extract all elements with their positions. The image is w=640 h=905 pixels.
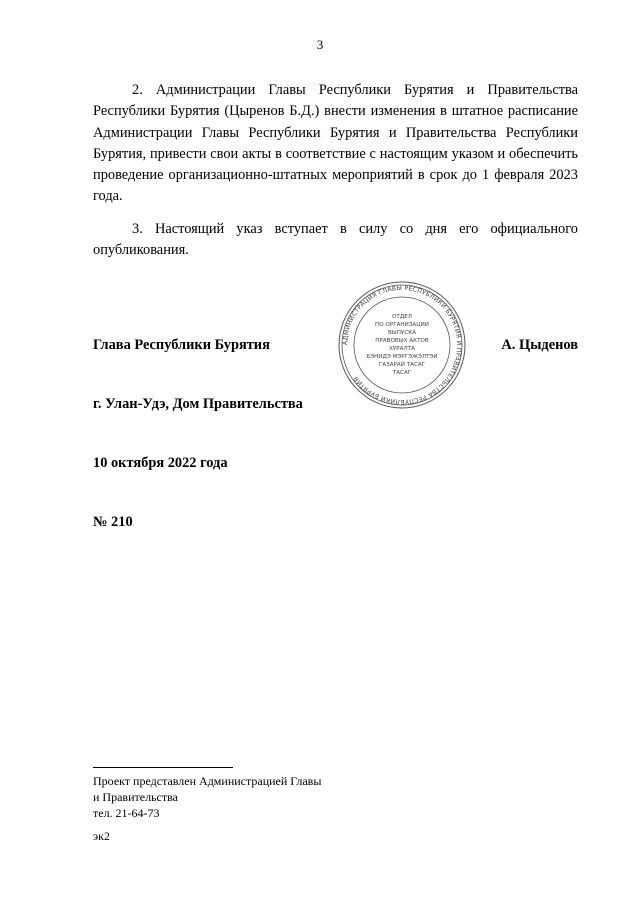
footnote [93,773,321,821]
page-number: 3 [316,37,324,52]
issue-place: г. Улан-Удэ, Дом Правительства [93,396,303,412]
stamp-line: ОТДЕЛ [392,314,412,320]
svg-text:АДМИНИСТРАЦИЯ ГЛАВЫ РЕСПУБЛИКИ [342,285,462,405]
footnote-line-1: Проект представлен Администрацией Главы [93,774,322,788]
official-seal-stamp [337,280,467,410]
stamp-line: БЭНИДЭ МЭРГЭЖЭЛТЭЙ [366,354,438,360]
stamp-ring-text: АДМИНИСТРАЦИЯ ГЛАВЫ РЕСПУБЛИКИ БУРЯТИЯ И ПРАВИТЕЛЬСТВА РЕСПУБЛИКИ БУРЯТИЯ [341,284,463,406]
stamp-line: ПРАВОВЫХ АКТОВ [375,338,429,344]
paragraph-2: 2. Администрации Главы Республики Бурятия и Правительства Республики Бурятия (Цыренов Б.Д.) внести изменения в штатное расписание Администрации Главы Республики Бурятия и Правительства Республики Бурятия, привести свои акты в соответствие с настоящим указом и обеспечить проведение организационно-штатных мероприятий в срок до 1 февраля 2023 года. [93,82,578,205]
stamp-line: ВЫПУСКА [387,330,417,336]
issue-date: 10 октября 2022 года [93,455,228,471]
footnote-line-2: и Правительства [93,790,178,804]
stamp-line: ХУРАЛТА [389,346,415,352]
paragraph-3: 3. Настоящий указ вступает в силу со дня его официального опубликования. [93,221,578,259]
document-number: № 210 [93,514,133,530]
copy-mark: эк2 [93,829,110,843]
signatory-name: А. Цыденов [501,337,578,353]
stamp-line: ПО ОРГАНИЗАЦИИ [375,322,429,328]
signatory-title: Глава Республики Бурятия [93,337,270,353]
footnote-divider [93,767,233,768]
stamp-line: ГАЗАРАЙ ТАСАГ [378,362,426,368]
footnote-line-3: тел. 21-64-73 [93,806,160,820]
stamp-line: ТАСАГ [392,370,412,376]
